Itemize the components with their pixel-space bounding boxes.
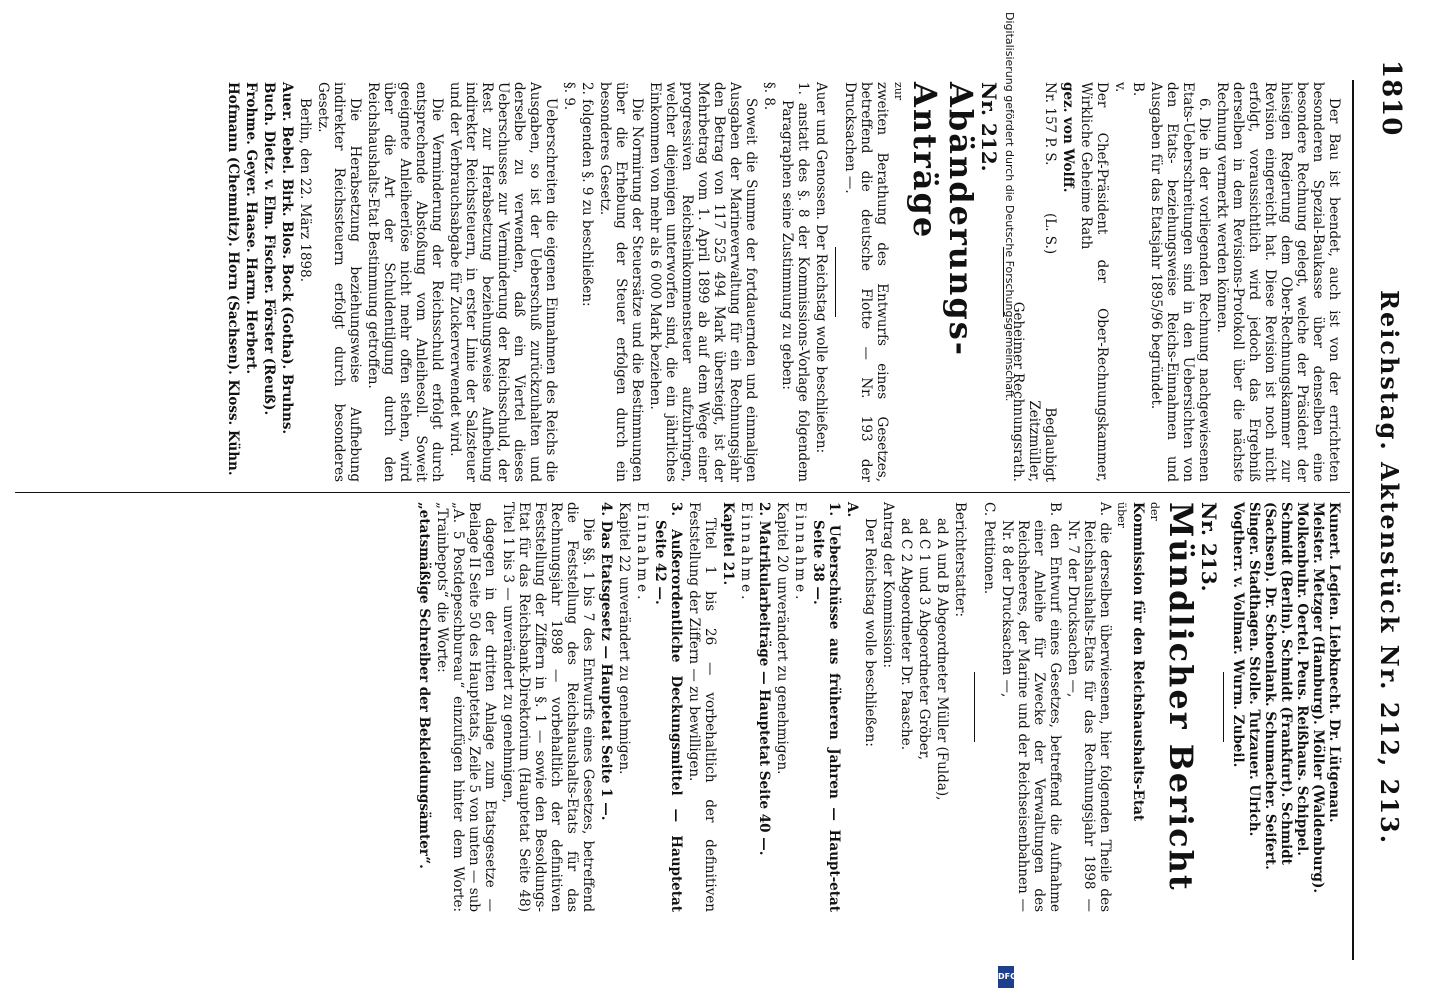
member-name: Schmidt bbox=[1278, 802, 1294, 865]
section-a-heading: A. bbox=[844, 502, 860, 518]
member-name: Vogtherr. bbox=[1230, 502, 1246, 573]
intro-paragraph-2: 6. Die in der vorliegenden Rechnung nachgewiesenen Etats-Ueberschreitungen sind in den Uebersichten von den Etats- beziehungsweise Reichs-Einnahmen und Ausgaben für das Etatsjahr 1895/96 begründet. bbox=[1148, 82, 1212, 482]
signature-nr: Nr. 157 P. S. bbox=[1042, 82, 1058, 166]
section-a2: 2. Matrikularbeiträge — Hauptetat Seite 40 —. bbox=[756, 502, 772, 856]
credit-text: Digitalisierung gefördert durch die Deutsche Forschungsgemeinschaft. bbox=[1003, 12, 1016, 402]
paragraph-8-text-a: Soweit die Summe der fortdauernden und einmaligen Ausgaben der Marineverwaltung für ein Rechnungsjahr den Betrag von 117 525 494 Mark übersteigt, ist der Mehrbetrag vom 1. April 1899 ab auf dem Wege einer progressiven Reichseinkommensteuer aufzubringen, welcher diejenigen unterworfen sind, die ein jährliches Einkommen von mehr als 6 000 Mark beziehen. bbox=[647, 82, 759, 482]
members-row-1 bbox=[1326, 502, 1342, 912]
member-name: Peus. bbox=[1294, 660, 1310, 701]
member-name: Zubeil. bbox=[1230, 714, 1246, 768]
right-column bbox=[414, 502, 1342, 912]
section-a1: 1. Ueberschüsse aus früheren Jahren — Haupt-etat Seite 38 —. bbox=[810, 502, 842, 912]
members-row-6 bbox=[1246, 502, 1262, 912]
signatories-line-1: Auer. Bebel. Birk. Blos. Bock (Gotha). Bruhns. bbox=[279, 82, 295, 435]
page-number: 1810 bbox=[1376, 60, 1406, 137]
header-rule bbox=[1352, 80, 1354, 960]
item-a: A. die derselben überwiesenen, hier folgenden Theile des Reichshaushalts-Etats für das Rechnungsjahr 1898 — Nr. 7 der Drucksachen —, bbox=[1065, 502, 1113, 912]
members-row-2 bbox=[1310, 502, 1326, 912]
heading-212: Abänderungs-Anträge bbox=[906, 82, 980, 357]
signature-b: B. bbox=[1130, 82, 1146, 97]
kommission-heading: Kommission für den Reichshaushalts-Etat bbox=[1130, 502, 1146, 822]
column-rule bbox=[15, 492, 1350, 493]
intro-paragraph-1: Der Bau ist beendet, auch ist von der errichteten besonderen Spezial-Baukasse über denselben eine besondere Rechnung gelegt, welche der Präsident der hiesigen Regierung dem Ober-Rechnungskammer zur Revision eingereicht hat. Diese Revision ist noch nicht erfolgt, voraussichtlich wird jedoch das Ergebniß derselben in dem Revisions-Protokoll über die nächste Rechnung vermerkt werden können. bbox=[1214, 82, 1342, 482]
page-header bbox=[1366, 60, 1406, 960]
member-name: Möller (Waldenburg). bbox=[1310, 729, 1326, 894]
auer-intro: Auer und Genossen. Der Reichstag wolle beschließen: bbox=[813, 82, 829, 454]
referee-2: ad C 1 und 3 Abgeordneter Gröber, bbox=[916, 518, 932, 761]
member-name: Schippel. bbox=[1294, 785, 1310, 857]
kapitel-21: Kapitel 21. bbox=[720, 502, 736, 586]
document-number-213: Nr. 213. bbox=[1197, 502, 1221, 592]
member-name: v. Vollmar. bbox=[1230, 576, 1246, 655]
member-name: Liebknecht. bbox=[1326, 624, 1342, 715]
etatsgesetz-text: Die §§. 1 bis 7 des Entwurfs eines Gesetzes, betreffend die Feststellung des Reichshaushalts-Etats für das Rechnungsjahr 1898 — vorbehaltlich der definitiven Feststellung der Ziffern in §. 1 — sowie den Besoldungs-Etat für das Reichsbank-Direktorium (Hauptetat Seite 48) Titel 1 bis 3 — unverändert zu genehmigen, bbox=[500, 502, 596, 912]
member-name: Tutzauer. bbox=[1246, 709, 1262, 780]
member-name: Dr. Lütgenau. bbox=[1326, 718, 1342, 823]
berichterstatter-label: Berichterstatter: bbox=[952, 502, 968, 618]
referee-3: ad C 2 Abgeordneter Dr. Paasche. bbox=[898, 518, 914, 750]
member-name: Reißhaus. bbox=[1294, 705, 1310, 782]
beglaubigt-name: Zeitzmüller, bbox=[1026, 400, 1042, 482]
member-name: Metzger (Hamburg). bbox=[1310, 568, 1326, 725]
item-2: 2. folgenden §. 9 zu beschließen: bbox=[579, 82, 595, 307]
member-name: Schmidt (Berlin). bbox=[1278, 502, 1294, 635]
dfg-logo-icon: DFG bbox=[998, 966, 1014, 988]
paragraph-9-label: §. 9. bbox=[561, 82, 577, 111]
member-name: Singer. bbox=[1246, 502, 1262, 556]
titel-line: Titel 1 bis 26 — vorbehaltlich der definitiven Feststellung der Ziffern — zu bewilligen. bbox=[686, 502, 718, 912]
beglaubigt-role: Geheimer Rechnungsrath. bbox=[1010, 301, 1026, 482]
member-name: Dr. Schoenlank. bbox=[1262, 586, 1278, 707]
member-name: Schumacher. bbox=[1262, 711, 1278, 810]
member-name: Ulrich. bbox=[1246, 784, 1262, 837]
signature-gez: gez. von Wolff. bbox=[1060, 82, 1076, 193]
section-a4: 4. Das Etatsgesetz — Hauptetat Seite 1 —. bbox=[598, 502, 614, 821]
paragraph-8-label: §. 8. bbox=[761, 82, 777, 111]
members-list bbox=[1230, 502, 1342, 912]
der-label: der bbox=[1148, 502, 1161, 521]
beschliessen-line: Der Reichstag wolle beschließen: bbox=[862, 518, 878, 747]
paragraph-9-text-c: Die Herabsetzung beziehungsweise Aufhebung indirekter Reichssteuern erfolgt durch besonderes Gesetz. bbox=[315, 82, 363, 482]
final-words: „etatsmäßige Schreiber der Bekleidungsämter“. bbox=[416, 502, 432, 869]
section-a3: 3. Außerordentliche Deckungsmittel — Hauptetat Seite 42 —. bbox=[652, 502, 684, 912]
section-divider-2 bbox=[835, 247, 836, 317]
left-column bbox=[223, 82, 1342, 482]
members-row-7 bbox=[1230, 502, 1246, 912]
item-c: C. Petitionen. bbox=[981, 502, 997, 595]
kapitel-22: Kapitel 22 unverändert zu genehmigen. bbox=[616, 502, 632, 775]
signatories-line-3: Frohme. Geyer. Haase. Harm. Herbert. bbox=[243, 82, 259, 375]
signature-title: Der Chef-Präsident der Ober-Rechnungskammer, Wirkliche Geheime Rath bbox=[1078, 82, 1110, 482]
dagegen-text: dagegen in der dritten Anlage zum Etatsgesetze — Beilage II Seite 50 des Hauptetats, Zeile 5 von unten — sub „A. 5 Postdepeschbureau“ einzufügen hinter dem Worte: „Trainbepots“ die Worte: bbox=[434, 502, 498, 912]
member-name: Legien. bbox=[1326, 564, 1342, 621]
members-row-5 bbox=[1262, 502, 1278, 912]
member-name: Stolle. bbox=[1246, 656, 1262, 705]
signature-v: v. bbox=[1112, 82, 1128, 93]
member-name: Oertel. bbox=[1294, 603, 1310, 656]
paragraph-9-text-a: Ueberschreiten die eigenen Einnahmen des Reichs die Ausgaben, so ist der Ueberschuß zurückzuhalten und derselbe zu verwenden, daß ein Viertel dieses Ueberschusses zur Verminderung der Reichsschuld, der Rest zur Herabsetzung beziehungsweise Aufhebung indirekter Reichssteuern, in erster Linie der Salzsteuer und der Verbrauchsabgabe für Zuckerverwendet wird. bbox=[447, 82, 559, 482]
members-row-3 bbox=[1294, 502, 1310, 912]
zur-label: zur bbox=[892, 82, 905, 101]
subheading-212: zweiten Berathung des Entwurfs eines Gesetzes, betreffend die deutsche Flotte — Nr. 193 der Drucksachen —. bbox=[842, 82, 890, 482]
signatories-line-2: Buch. Dietz. v. Elm. Fischer. Förster (Reuß). bbox=[261, 82, 277, 416]
running-title: Reichstag. Aktenstück Nr. 212, 213. bbox=[1375, 290, 1404, 846]
kapitel-20: Kapitel 20 unverändert zu genehmigen. bbox=[774, 502, 790, 775]
item-1: 1. anstatt des §. 8 der Kommissions-Vorlage folgendem Paragraphen seine Zustimmung zu geben: bbox=[779, 82, 811, 482]
heading-213: Mündlicher Bericht bbox=[1162, 502, 1200, 892]
member-name: Meister. bbox=[1310, 502, 1326, 564]
beglaubigt-label: Beglaubigt bbox=[1042, 407, 1058, 482]
antrag-label: Antrag der Kommission: bbox=[880, 502, 896, 668]
member-name: Schmidt (Frankfurt). bbox=[1278, 638, 1294, 798]
member-name: Wurm. bbox=[1230, 659, 1246, 710]
einnahme-3: Einnahme. bbox=[634, 502, 650, 603]
digitization-credit bbox=[998, 10, 1018, 990]
member-name: (Sachsen). bbox=[1262, 502, 1278, 583]
ueber-label: über bbox=[1115, 502, 1128, 528]
member-name: Molkenbuhr. bbox=[1294, 502, 1310, 599]
paragraph-8-text-b: Die Normirung der Steuersätze und die Bestimmungen über die Erhebung der Steuer erfolgen durch ein besonderes Gesetz. bbox=[597, 82, 645, 482]
signatories-line-4: Hofmann (Chemnitz). Horn (Sachsen). Kloss. Kühn. bbox=[225, 82, 241, 476]
member-name: Stadthagen. bbox=[1246, 560, 1262, 652]
document-number-212: Nr. 212. bbox=[977, 82, 1001, 172]
paragraph-9-text-b: Die Verminderung der Reichsschuld erfolgt durch entsprechende Abstoßung vom Anleihesoll. Soweit geeignete Anleiheerlöse nicht mehr offen stehen, wird über die Art der Schuldentilgung durch den Reichshaushalts-Etat Bestimmung getroffen. bbox=[365, 82, 445, 482]
einnahme-1: Einnahme. bbox=[792, 502, 808, 603]
referee-1: ad A und B Abgeordneter Müller (Fulda), bbox=[934, 518, 950, 801]
signature-ls: (L. S.) bbox=[1042, 212, 1058, 255]
einnahme-2: Einnahme. bbox=[738, 502, 754, 603]
members-row-4 bbox=[1278, 502, 1294, 912]
section-divider-4 bbox=[974, 672, 975, 742]
item-b: B. den Entwurf eines Gesetzes, betreffend die Aufnahme einer Anleihe für Zwecke der Verwaltungen des Reichsheeres, der Marine und der Reichseisenbahnen — Nr. 8 der Drucksachen —, bbox=[999, 502, 1063, 912]
member-name: Kunert. bbox=[1326, 502, 1342, 560]
date-line: Berlin, den 22. März 1898. bbox=[297, 98, 313, 283]
member-name: Seifert. bbox=[1262, 813, 1278, 870]
section-divider-3 bbox=[1223, 672, 1224, 742]
